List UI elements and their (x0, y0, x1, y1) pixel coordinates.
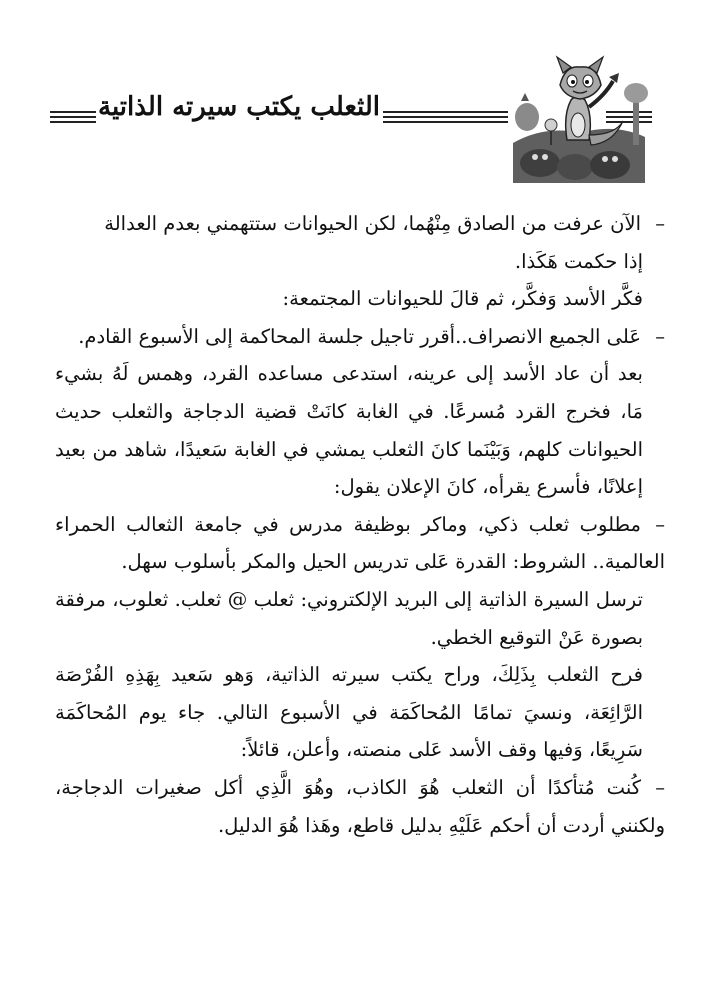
paragraph: فرح الثعلب بِذَلِكَ، وراح يكتب سيرته الذاتية، وَهو سَعيد بِهَذِهِ الفُرْصَة الرَّائِعَة، ونسيَ تمامًا المُحاكَمَة في الأسبوع التالي. جاء يوم المُحاكَمَة سَرِيعًا، وَفيها وقف الأسد عَلى منصته، وأعلن، قائلاً: (55, 663, 643, 762)
page-title: الثعلب يكتب سيرته الذاتية (98, 92, 380, 122)
page-header (0, 0, 720, 200)
dialogue-line: –مطلوب ثعلب ذكي، وماكر بوظيفة مدرس في جامعة الثعالب الحمراء العالمية.. الشروط: القدرة عَلى تدريس الحيل والمكر بأسلوب سهل. (55, 512, 665, 574)
header-rule-middle (383, 111, 508, 126)
story-text (55, 205, 665, 844)
fox-illustration (505, 55, 650, 185)
dialogue-line: –عَلى الجميع الانصراف..أقرر تاجيل جلسة المحاكمة إلى الأسبوع القادم. (78, 324, 665, 348)
paragraph: ترسل السيرة الذاتية إلى البريد الإلكتروني: ثعلب @ ثعلب. ثعلوب، مرفقة بصورة عَنْ التوقيع الخطي. (55, 587, 643, 649)
header-rule-left (50, 111, 96, 126)
paragraph: فكَّر الأسد وَفكَّر، ثم قالَ للحيوانات المجتمعة: (282, 287, 643, 311)
text-line: إذا حكمت هَكَذا. (514, 249, 643, 273)
dialogue-line: –كُنت مُتأكدًا أن الثعلب هُوَ الكاذب، وهُوَ الَّذِي أكل صغيرات الدجاجة، ولكنني أردت أن أحكم عَلَيْهِ بدليل قاطع، وهَذا هُوَ الدليل. (55, 775, 665, 837)
dialogue-line: –الآن عرفت من الصادق مِنْهُما، لكن الحيوانات ستتهمني بعدم العدالة (104, 212, 665, 235)
paragraph: بعد أن عاد الأسد إلى عرينه، استدعى مساعده القرد، وهمس لَهُ بشيء مَا، فخرج القرد مُسرعًا. في الغابة كانَتْ قضية الدجاجة والثعلب حديث الحيوانات كلهم، وَبَيْنَما كانَ الثعلب يمشي في الغابة سَعيدًا، شاهد من بعيد إعلانًا، فأسرع يقرأه، كانَ الإعلان يقول: (55, 362, 643, 499)
